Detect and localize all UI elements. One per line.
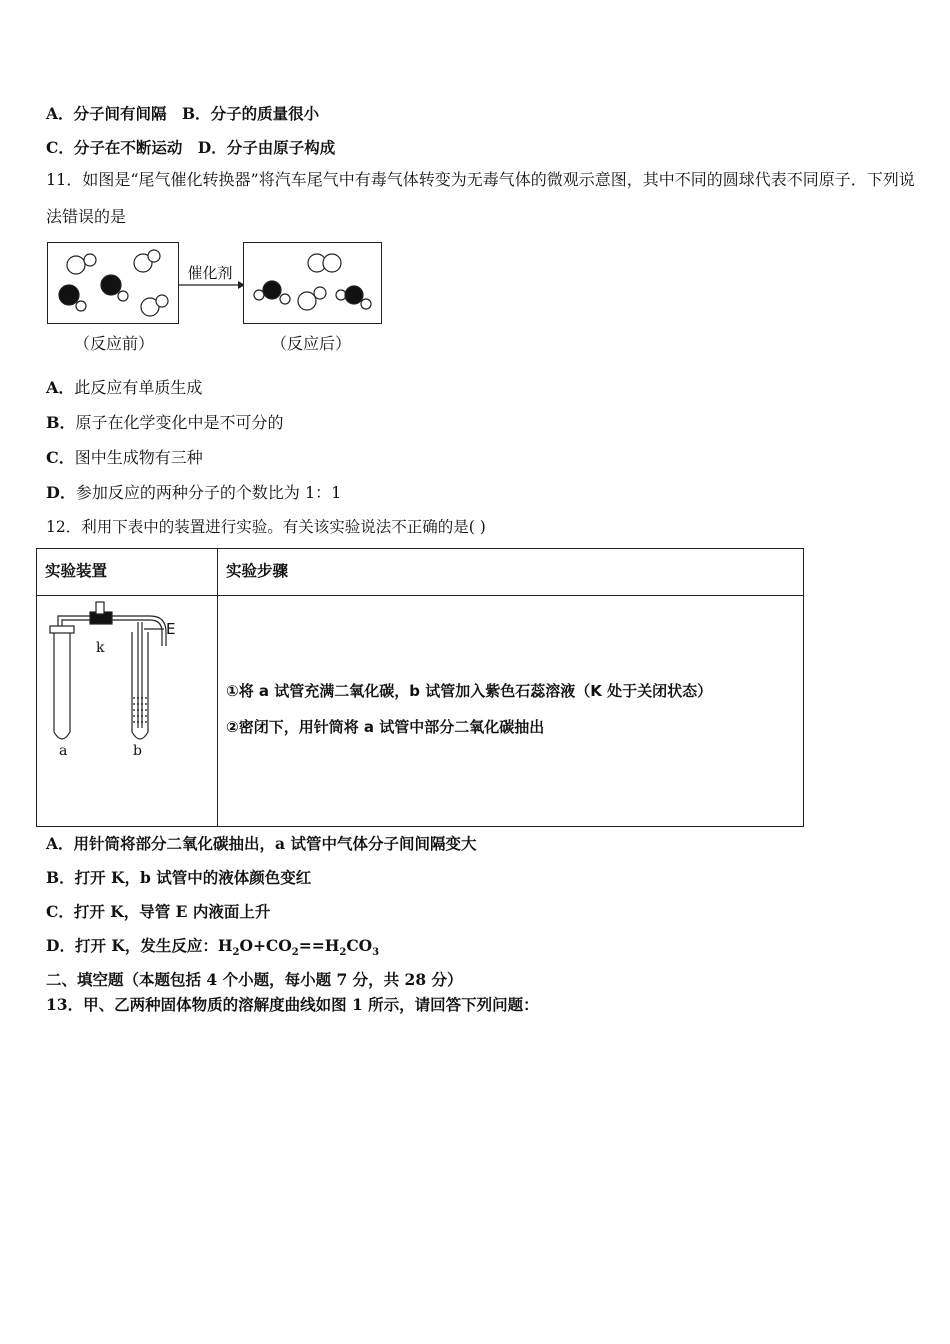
label-b: b [133, 743, 142, 759]
reaction-arrow-icon [178, 278, 246, 292]
q12-option-b: B．打开 K，b 试管中的液体颜色变红 [46, 868, 312, 887]
q12-option-d: D．打开 K，发生反应：$H_2O+CO_2==H_2CO_3$ [46, 936, 380, 959]
section-2-heading: 二、填空题（本题包括 4 个小题，每小题 7 分，共 28 分） [46, 970, 463, 989]
q13-stem: 13．甲、乙两种固体物质的溶解度曲线如图 1 所示，请回答下列问题： [46, 995, 539, 1014]
catalyst-label: 催化剂 [187, 264, 233, 282]
q11-option-b: B．原子在化学变化中是不可分的 [46, 413, 284, 432]
molecules-before-image [48, 243, 178, 323]
q10-option-row-ab: A．分子间有间隔 B．分子的质量很小 [46, 104, 320, 123]
steps-cell [218, 596, 804, 827]
caption-before: （反应前） [74, 334, 155, 353]
q11-option-a: A．此反应有单质生成 [46, 378, 203, 397]
q11-option-c: C．图中生成物有三种 [46, 448, 203, 467]
q11-stem: 11．如图是“尾气催化转换器”将汽车尾气中有毒气体转变为无毒气体的微观示意图，其中不同的圆球代表不同原子．下列说法错误的是 [46, 170, 915, 226]
step-1: ①将 a 试管充满二氧化碳，b 试管加入紫色石蕊溶液（K 处于关闭状态） [226, 682, 713, 700]
q11-option-d: D．参加反应的两种分子的个数比为 1：1 [46, 483, 342, 502]
molecules-after-image [244, 243, 381, 323]
label-k: k [96, 640, 105, 656]
table-header-steps: 实验步骤 [218, 549, 804, 596]
q12-option-c: C．打开 K，导管 E 内液面上升 [46, 902, 271, 921]
caption-after: （反应后） [271, 334, 352, 353]
table-header-apparatus: 实验装置 [37, 549, 218, 596]
q12-option-a: A．用针筒将部分二氧化碳抽出，a 试管中气体分子间间隔变大 [46, 834, 477, 853]
q12-stem: 12．利用下表中的装置进行实验。有关该实验说法不正确的是( ) [46, 518, 486, 536]
q10-option-row-cd: C．分子在不断运动 D．分子由原子构成 [46, 138, 336, 157]
reaction-before-box [47, 242, 179, 324]
label-e: E [166, 620, 176, 638]
reaction-after-box [243, 242, 382, 324]
label-a: a [59, 743, 68, 759]
step-2: ②密闭下，用针筒将 a 试管中部分二氧化碳抽出 [226, 718, 545, 736]
